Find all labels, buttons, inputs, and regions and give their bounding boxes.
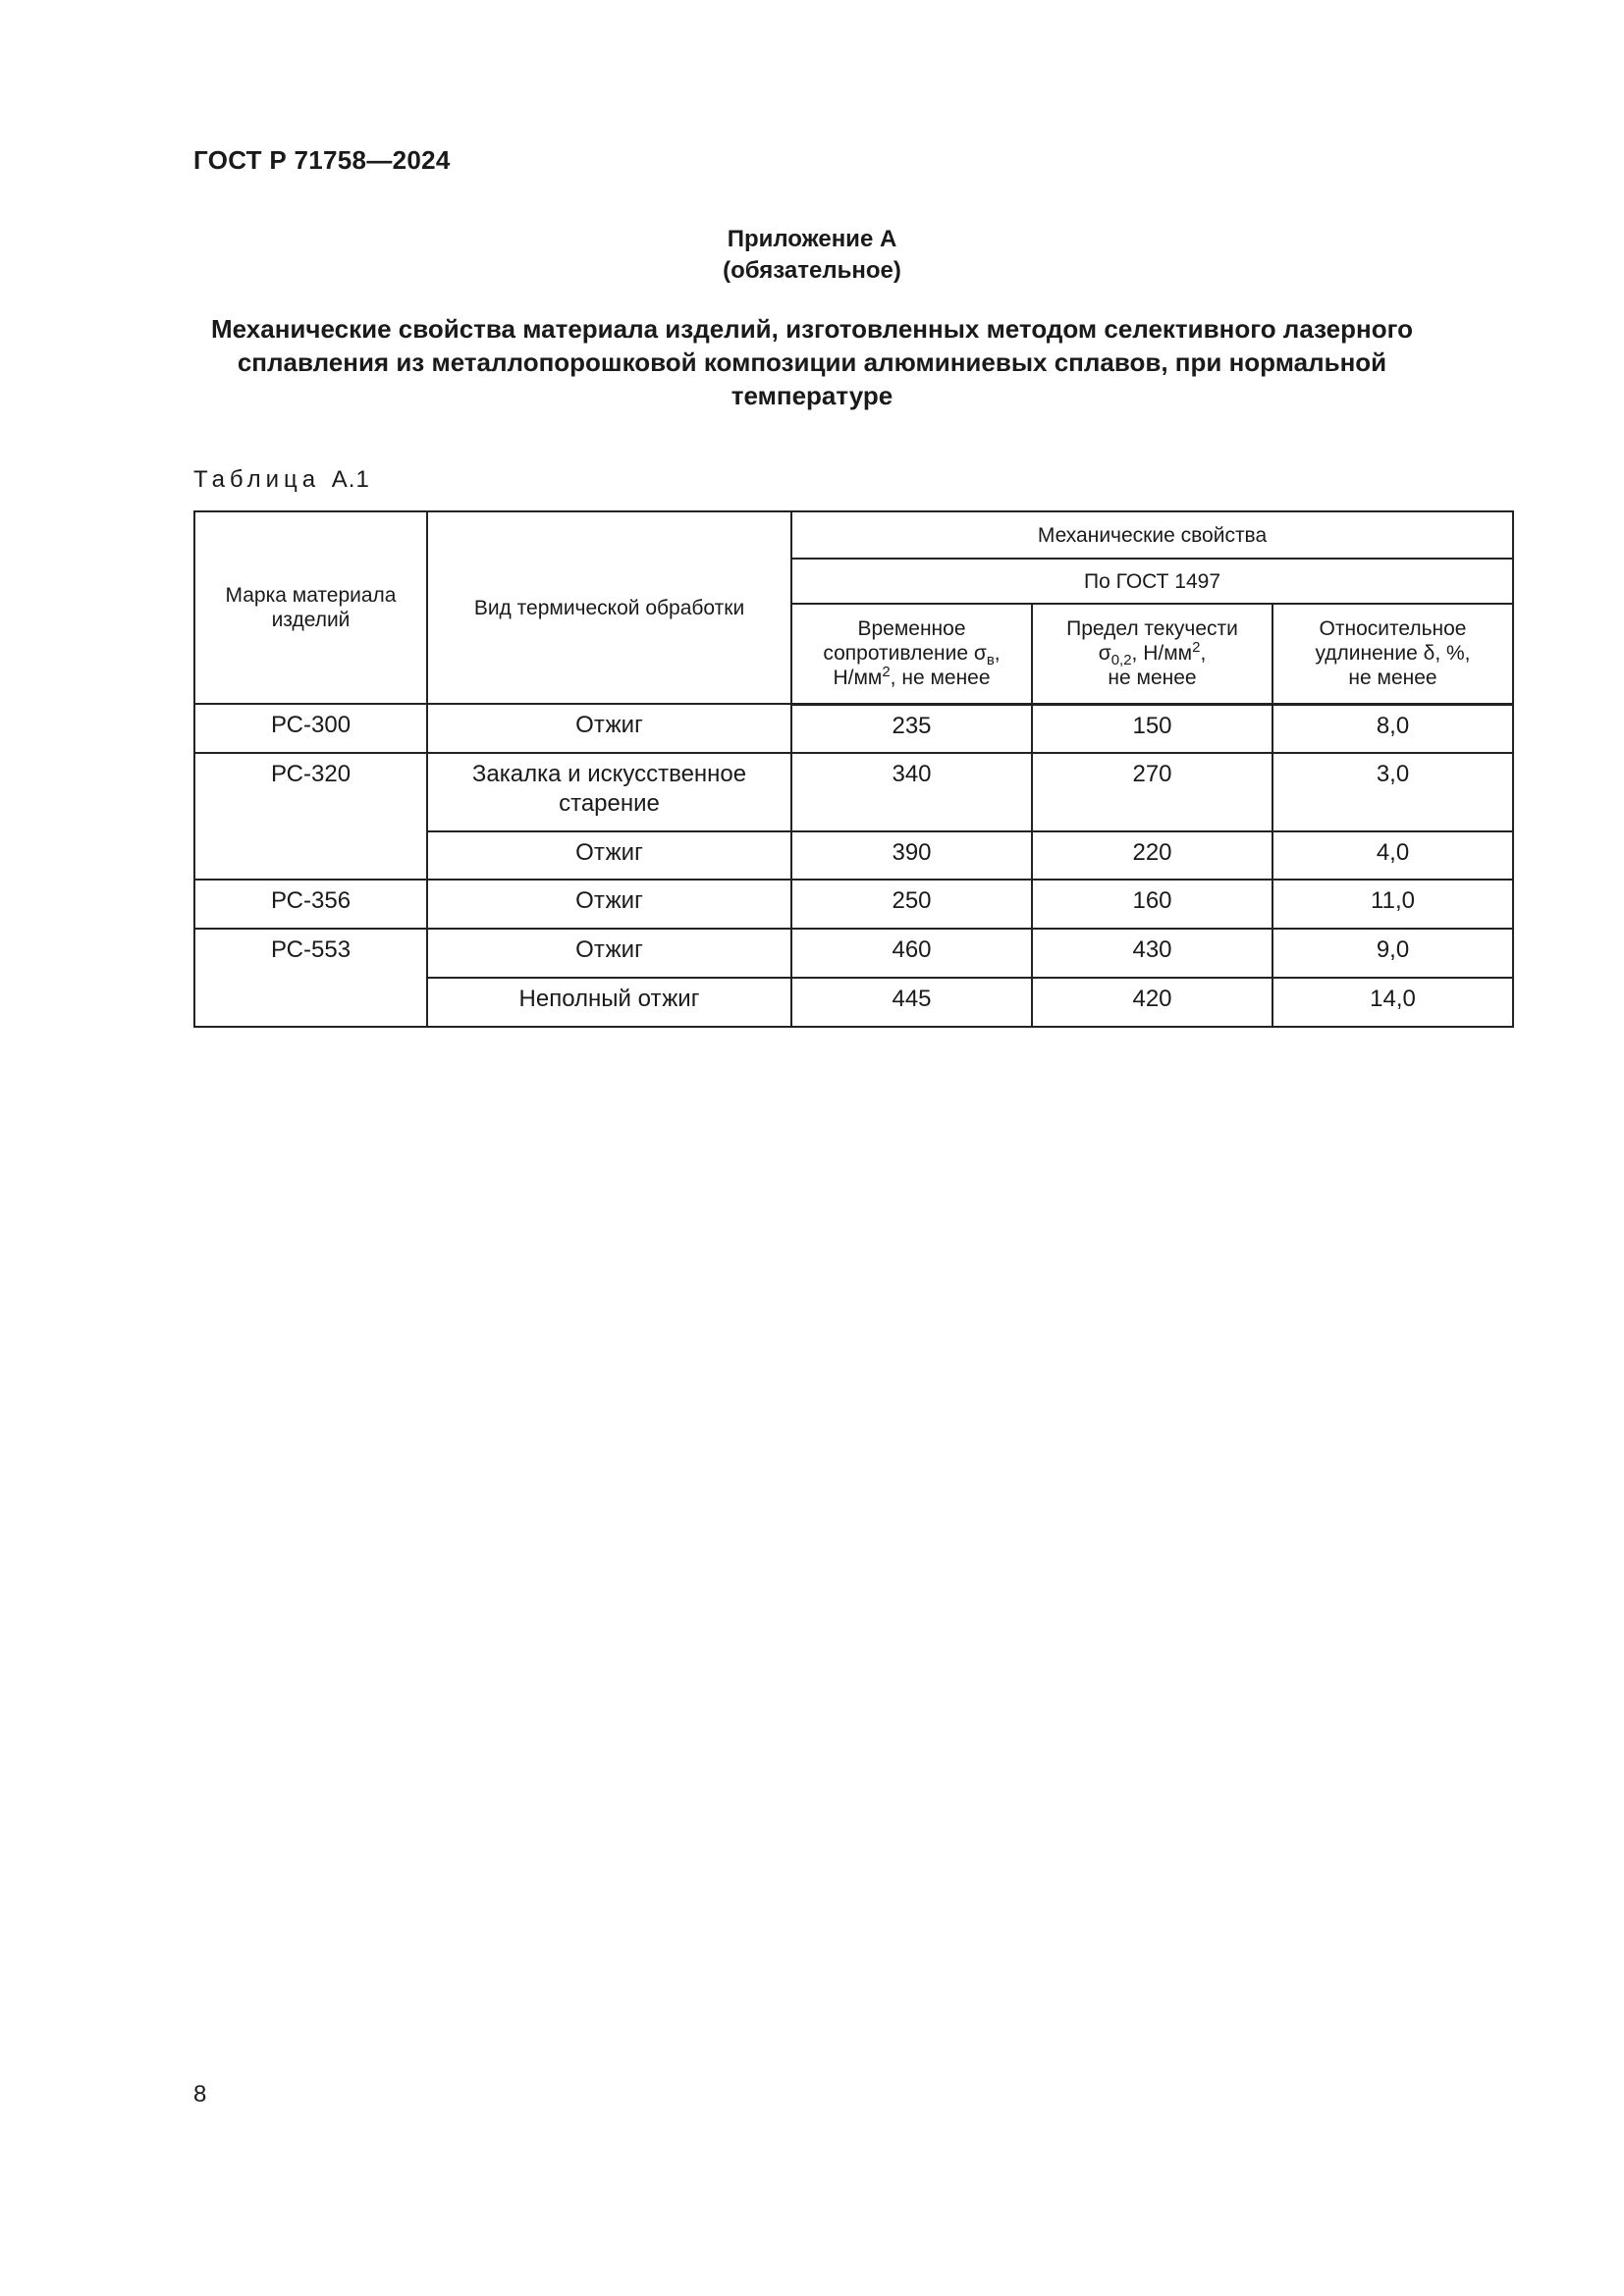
cell-yield: 270 — [1032, 753, 1272, 831]
cell-tensile: 340 — [791, 753, 1032, 831]
cell-yield: 160 — [1032, 880, 1272, 929]
header-gost: По ГОСТ 1497 — [791, 559, 1513, 604]
cell-treatment: Отжиг — [427, 831, 791, 880]
cell-elongation: 9,0 — [1272, 929, 1513, 978]
table-row — [194, 880, 1513, 929]
table-caption — [193, 466, 370, 494]
cell-tensile: 460 — [791, 929, 1032, 978]
table-row — [194, 753, 1513, 831]
cell-elongation: 4,0 — [1272, 831, 1513, 880]
cell-material: РС-320 — [194, 753, 427, 880]
appendix-heading — [0, 224, 1624, 287]
cell-treatment: Отжиг — [427, 929, 791, 978]
cell-tensile: 250 — [791, 880, 1032, 929]
cell-elongation: 11,0 — [1272, 880, 1513, 929]
cell-yield: 150 — [1032, 704, 1272, 753]
header-treatment: Вид термической обработки — [427, 511, 791, 704]
table-caption-label: Таблица — [193, 466, 321, 493]
cell-treatment: Закалка и искусственное старение — [427, 753, 791, 831]
cell-yield: 430 — [1032, 929, 1272, 978]
header-mechanical-properties: Механические свойства — [791, 511, 1513, 559]
cell-tensile: 390 — [791, 831, 1032, 880]
cell-tensile: 235 — [791, 704, 1032, 753]
cell-treatment: Отжиг — [427, 704, 791, 753]
header-material: Марка материала изделий — [194, 511, 427, 704]
appendix-title: Приложение А — [727, 226, 897, 252]
appendix-status: (обязательное) — [723, 257, 901, 284]
page-number: 8 — [193, 2081, 207, 2108]
cell-yield: 420 — [1032, 978, 1272, 1027]
cell-tensile: 445 — [791, 978, 1032, 1027]
table-row — [194, 704, 1513, 753]
mechanical-properties-table — [193, 510, 1514, 1028]
cell-yield: 220 — [1032, 831, 1272, 880]
table-caption-number: А.1 — [331, 466, 370, 493]
header-elongation: Относительное удлинение δ, %, не менее — [1272, 604, 1513, 704]
standard-header: ГОСТ Р 71758—2024 — [193, 145, 451, 175]
cell-material: РС-553 — [194, 929, 427, 1027]
cell-elongation: 3,0 — [1272, 753, 1513, 831]
cell-elongation: 8,0 — [1272, 704, 1513, 753]
table-row — [194, 929, 1513, 978]
header-tensile-strength: Временное сопротивление $\sigma_в$, $Н/мм^2$, не менее — [791, 604, 1032, 704]
document-title: Механические свойства материала изделий, изготовленных методом селективного лазерного сплавления из металлопорошковой композиции алюминиевых сплавов, при нормальной температуре — [211, 314, 1413, 410]
cell-elongation: 14,0 — [1272, 978, 1513, 1027]
cell-material: РС-356 — [194, 880, 427, 929]
cell-material: РС-300 — [194, 704, 427, 753]
header-yield-strength: Предел текучести $\sigma_{0,2}$, $Н/мм^2$, не менее — [1032, 604, 1272, 704]
cell-treatment: Неполный отжиг — [427, 978, 791, 1027]
cell-treatment: Отжиг — [427, 880, 791, 929]
